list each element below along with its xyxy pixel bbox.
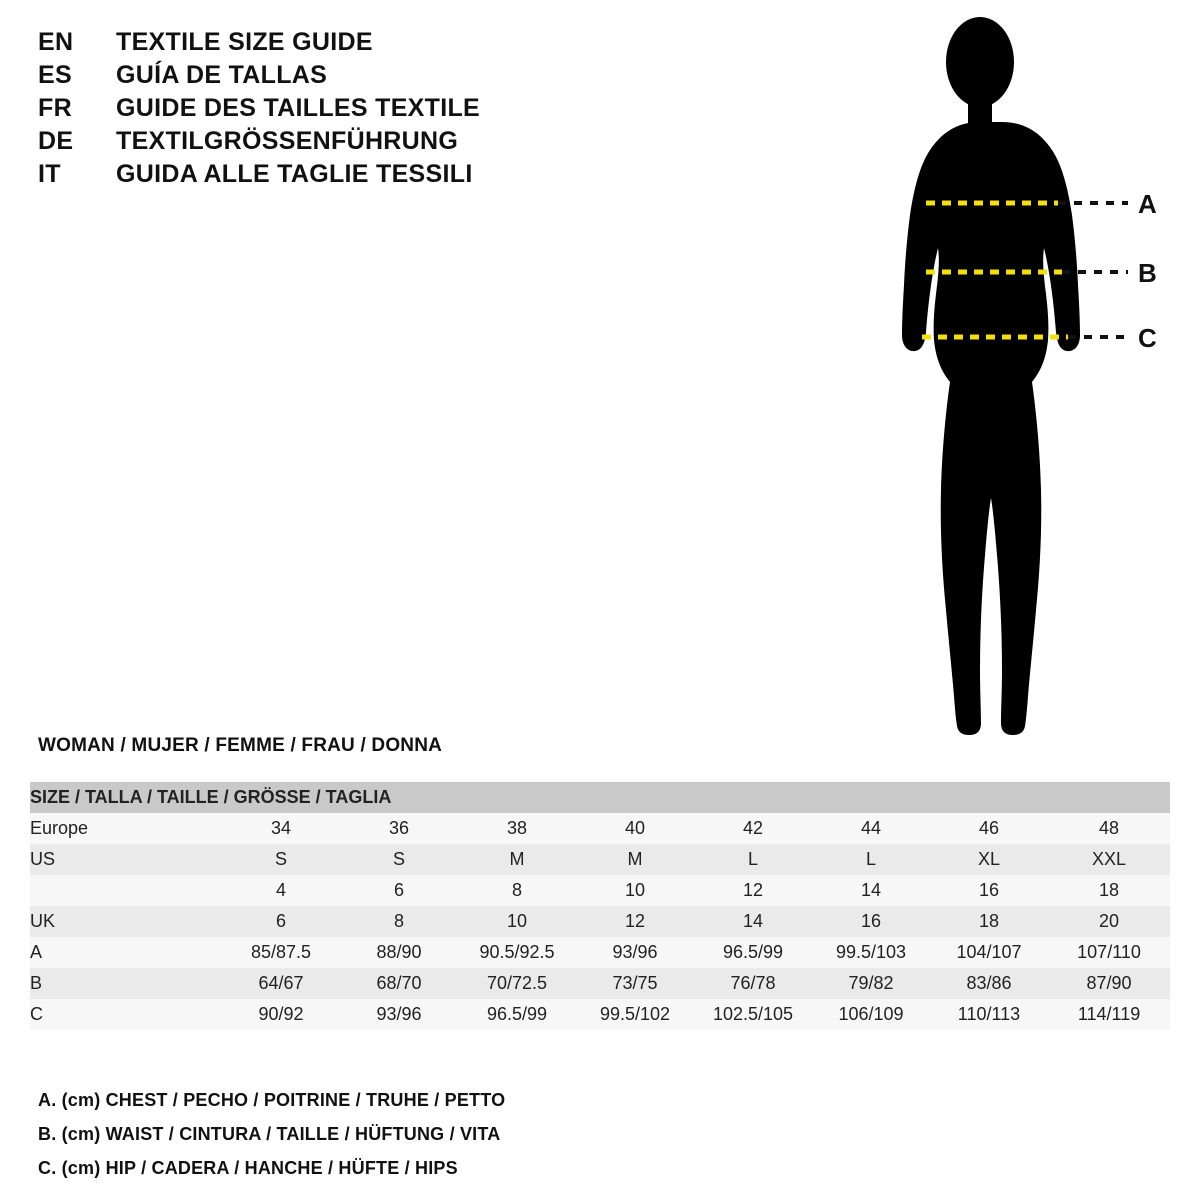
cell-uk-6: 18 xyxy=(930,906,1048,937)
cell-europe-0: 34 xyxy=(222,813,340,844)
cell-uk-2: 10 xyxy=(458,906,576,937)
title-lang-de: DE xyxy=(38,127,74,155)
table-row xyxy=(30,937,1170,968)
cell-b-5: 79/82 xyxy=(812,968,930,999)
title-row xyxy=(38,61,598,90)
cell-b-1: 68/70 xyxy=(340,968,458,999)
cell-c-1: 93/96 xyxy=(340,999,458,1030)
title-row xyxy=(38,160,598,189)
cell-a-3: 93/96 xyxy=(576,937,694,968)
title-row xyxy=(38,127,598,156)
title-row xyxy=(38,94,598,123)
cell-usnum-0: 4 xyxy=(222,875,340,906)
footnote-b: B. (cm) WAIST / CINTURA / TAILLE / HÜFTUNG / VITA xyxy=(38,1124,501,1144)
cell-b-4: 76/78 xyxy=(694,968,812,999)
row-label-c: C xyxy=(30,999,222,1030)
cell-europe-4: 42 xyxy=(694,813,812,844)
section-label-woman: WOMAN / MUJER / FEMME / FRAU / DONNA xyxy=(38,735,443,756)
cell-a-6: 104/107 xyxy=(930,937,1048,968)
size-table-wrapper xyxy=(30,782,1170,1030)
cell-a-7: 107/110 xyxy=(1048,937,1170,968)
cell-us-6: XL xyxy=(930,844,1048,875)
cell-b-6: 83/86 xyxy=(930,968,1048,999)
cell-uk-7: 20 xyxy=(1048,906,1170,937)
title-text-it: GUIDA ALLE TAGLIE TESSILI xyxy=(116,160,473,188)
cell-a-2: 90.5/92.5 xyxy=(458,937,576,968)
cell-us-2: M xyxy=(458,844,576,875)
row-label-us: US xyxy=(30,844,222,875)
measure-label-b: B xyxy=(1138,258,1157,288)
measure-label-a: A xyxy=(1138,189,1157,219)
cell-c-6: 110/113 xyxy=(930,999,1048,1030)
cell-uk-1: 8 xyxy=(340,906,458,937)
cell-c-2: 96.5/99 xyxy=(458,999,576,1030)
cell-us-5: L xyxy=(812,844,930,875)
title-block xyxy=(38,28,598,193)
cell-uk-5: 16 xyxy=(812,906,930,937)
cell-usnum-7: 18 xyxy=(1048,875,1170,906)
cell-a-5: 99.5/103 xyxy=(812,937,930,968)
cell-b-3: 73/75 xyxy=(576,968,694,999)
cell-uk-4: 14 xyxy=(694,906,812,937)
row-label-a: A xyxy=(30,937,222,968)
cell-a-0: 85/87.5 xyxy=(222,937,340,968)
cell-europe-6: 46 xyxy=(930,813,1048,844)
table-row xyxy=(30,813,1170,844)
title-text-fr: GUIDE DES TAILLES TEXTILE xyxy=(116,94,481,122)
cell-c-5: 106/109 xyxy=(812,999,930,1030)
body-silhouette xyxy=(902,17,1080,735)
row-label-b: B xyxy=(30,968,222,999)
footnotes xyxy=(38,1090,838,1192)
cell-b-2: 70/72.5 xyxy=(458,968,576,999)
female-body-figure xyxy=(830,10,1190,750)
cell-europe-1: 36 xyxy=(340,813,458,844)
cell-uk-0: 6 xyxy=(222,906,340,937)
title-text-es: GUÍA DE TALLAS xyxy=(116,61,328,89)
table-row xyxy=(30,968,1170,999)
cell-us-4: L xyxy=(694,844,812,875)
title-lang-fr: FR xyxy=(38,94,72,122)
table-row xyxy=(30,844,1170,875)
cell-c-7: 114/119 xyxy=(1048,999,1170,1030)
footnote-a: A. (cm) CHEST / PECHO / POITRINE / TRUHE / PETTO xyxy=(38,1090,506,1110)
size-table xyxy=(30,782,1170,1030)
table-header-row xyxy=(30,782,1170,813)
cell-a-1: 88/90 xyxy=(340,937,458,968)
cell-europe-3: 40 xyxy=(576,813,694,844)
cell-a-4: 96.5/99 xyxy=(694,937,812,968)
title-text-de: TEXTILGRÖSSENFÜHRUNG xyxy=(116,127,459,155)
row-label-europe: Europe xyxy=(30,813,222,844)
title-lang-it: IT xyxy=(38,160,61,188)
title-row xyxy=(38,28,598,57)
cell-usnum-3: 10 xyxy=(576,875,694,906)
cell-us-7: XXL xyxy=(1048,844,1170,875)
cell-b-0: 64/67 xyxy=(222,968,340,999)
title-lang-es: ES xyxy=(38,61,72,89)
cell-us-3: M xyxy=(576,844,694,875)
title-lang-en: EN xyxy=(38,28,74,56)
table-row xyxy=(30,999,1170,1030)
cell-usnum-4: 12 xyxy=(694,875,812,906)
title-text-en: TEXTILE SIZE GUIDE xyxy=(116,28,373,56)
row-label-uk: UK xyxy=(30,906,222,937)
cell-uk-3: 12 xyxy=(576,906,694,937)
cell-europe-2: 38 xyxy=(458,813,576,844)
cell-europe-7: 48 xyxy=(1048,813,1170,844)
table-row xyxy=(30,906,1170,937)
cell-us-0: S xyxy=(222,844,340,875)
cell-c-0: 90/92 xyxy=(222,999,340,1030)
cell-usnum-6: 16 xyxy=(930,875,1048,906)
cell-c-4: 102.5/105 xyxy=(694,999,812,1030)
row-label-us-numeric xyxy=(30,875,222,906)
cell-b-7: 87/90 xyxy=(1048,968,1170,999)
cell-usnum-5: 14 xyxy=(812,875,930,906)
cell-usnum-1: 6 xyxy=(340,875,458,906)
measure-label-c: C xyxy=(1138,323,1157,353)
cell-usnum-2: 8 xyxy=(458,875,576,906)
table-row xyxy=(30,875,1170,906)
cell-us-1: S xyxy=(340,844,458,875)
footnote-c: C. (cm) HIP / CADERA / HANCHE / HÜFTE / HIPS xyxy=(38,1158,458,1178)
cell-europe-5: 44 xyxy=(812,813,930,844)
table-header-cell: SIZE / TALLA / TAILLE / GRÖSSE / TAGLIA xyxy=(30,782,1170,813)
cell-c-3: 99.5/102 xyxy=(576,999,694,1030)
